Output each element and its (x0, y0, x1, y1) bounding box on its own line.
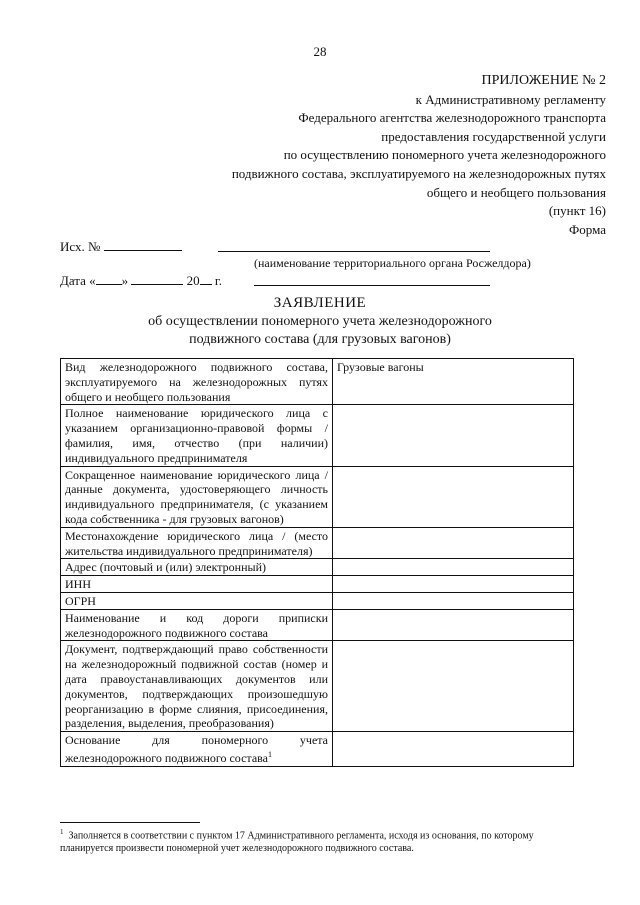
application-table (60, 358, 574, 767)
date-day-field[interactable] (96, 272, 122, 285)
footnote-mark[interactable]: 1 (268, 749, 272, 759)
table-row (61, 466, 574, 527)
date-year-field[interactable] (200, 272, 212, 285)
appendix-line: (пункт 16) (548, 203, 606, 219)
row-value[interactable] (333, 527, 574, 559)
row-label: Основание для пономерного учета железнодорожного подвижного состава (65, 733, 328, 765)
appendix-header (232, 72, 606, 239)
table-row (61, 732, 574, 767)
outgoing-number (60, 238, 182, 255)
subtitle-line: об осуществлении пономерного учета железнодорожного (148, 314, 492, 329)
row-value[interactable] (333, 559, 574, 576)
date-year: 20 (186, 273, 200, 288)
row-value[interactable] (333, 609, 574, 641)
authority-caption: (наименование территориального органа Росжелдора) (254, 256, 531, 270)
document-title: ЗАЯВЛЕНИЕ (273, 295, 367, 311)
row-label: ОГРН (61, 592, 333, 609)
subtitle-line: подвижного состава (для грузовых вагонов) (189, 332, 451, 347)
row-label: Сокращенное наименование юридического лица /данные документа, удостоверяющего личность индивидуального предпринимателя, (с указанием кода собственника - для грузовых вагонов) (61, 466, 333, 527)
footnote (60, 826, 580, 855)
row-value[interactable] (333, 592, 574, 609)
row-label: Местонахождение юридического лица / (место жительства индивидуального предпринимателя) (61, 527, 333, 559)
appendix-title: ПРИЛОЖЕНИЕ № 2 (481, 73, 606, 88)
row-value[interactable] (333, 466, 574, 527)
table-row (61, 609, 574, 641)
row-label: Наименование и код дороги приписки железнодорожного подвижного состава (61, 609, 333, 641)
row-label: Вид железнодорожного подвижного состава, эксплуатируемого на железнодорожных путях общего и необщего пользования (61, 359, 333, 405)
appendix-line: общего и необщего пользования (426, 184, 606, 200)
row-label: Адрес (почтовый и (или) электронный) (61, 559, 333, 576)
footnote-text: Заполняется в соответствии с пунктом 17 Административного регламента, исходя из основания, по которому планируется произвести пономерной учет железнодорожного подвижного состава. (60, 830, 534, 855)
table-row (61, 592, 574, 609)
table-row (61, 641, 574, 732)
row-label-with-footnote (61, 732, 333, 767)
table-row (61, 527, 574, 559)
outgoing-number-field[interactable] (104, 238, 182, 251)
date-line (60, 272, 222, 289)
outgoing-number-label: Исх. № (60, 239, 101, 254)
page-number: 28 (313, 44, 327, 59)
date-prefix: Дата « (60, 273, 96, 288)
table-row (61, 405, 574, 466)
appendix-line: к Административному регламенту (415, 91, 606, 107)
row-label: Полное наименование юридического лица с указанием организационно-правовой формы / фамилия, имя, отчество (при наличии) индивидуального предпринимателя (61, 405, 333, 466)
authority-name-line[interactable] (218, 251, 490, 252)
row-label: ИНН (61, 576, 333, 593)
row-value[interactable]: Грузовые вагоны (333, 359, 574, 405)
date-suffix: г. (214, 273, 223, 288)
table-row (61, 359, 574, 405)
appendix-line: подвижного состава, эксплуатируемого на железнодорожных путях (231, 165, 606, 181)
row-value[interactable] (333, 641, 574, 732)
appendix-line: по осуществлению пономерного учета железнодорожного (283, 147, 606, 163)
date-mid: » (121, 273, 129, 288)
row-value[interactable] (333, 576, 574, 593)
document-subtitle (0, 313, 640, 349)
row-value[interactable] (333, 732, 574, 767)
table-row (61, 559, 574, 576)
date-month-field[interactable] (131, 272, 183, 285)
row-value[interactable] (333, 405, 574, 466)
form-label: Форма (569, 221, 606, 237)
appendix-line: Федерального агентства железнодорожного транспорта (298, 110, 606, 126)
row-label: Документ, подтверждающий право собственности на железнодорожный подвижной состав (номер и дата правоустанавливающих документов или документов, подтверждающих произошедшую реорганизацию в форме слияния, присоединения, разделения, выделения, преобразования) (61, 641, 333, 732)
appendix-line: предоставления государственной услуги (381, 128, 606, 144)
footnote-number: 1 (60, 828, 64, 836)
footnote-divider (60, 822, 200, 823)
authority-address-line[interactable] (254, 285, 490, 286)
table-row (61, 576, 574, 593)
